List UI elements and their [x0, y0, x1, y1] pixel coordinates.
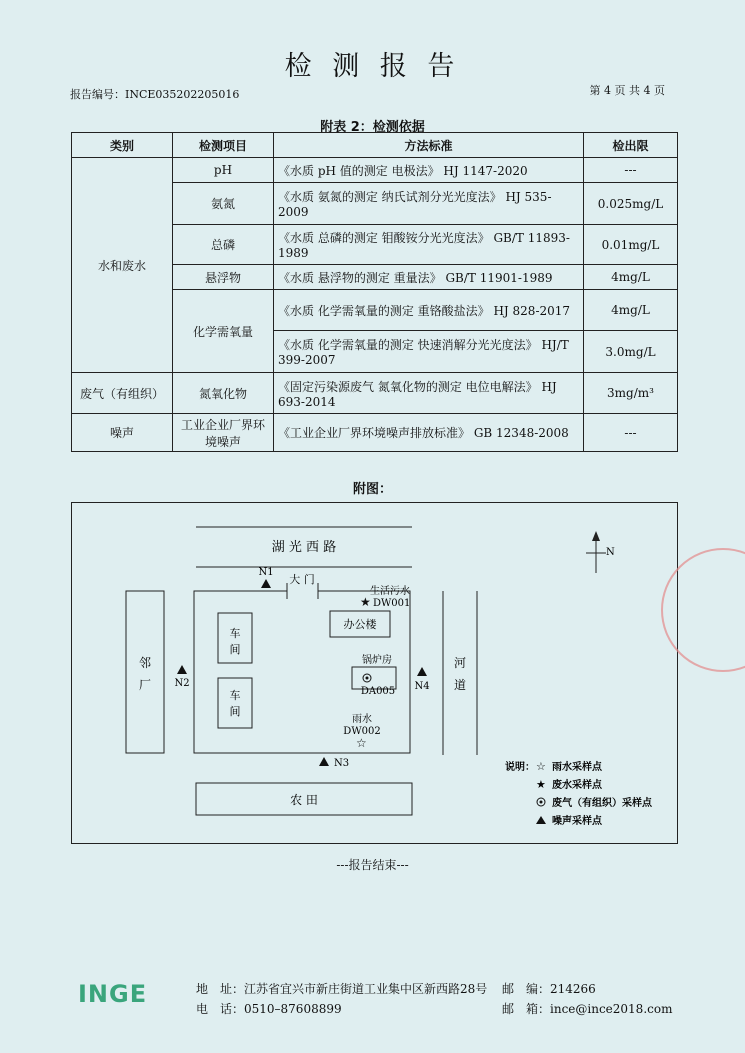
- noise-point-icon: [417, 667, 427, 676]
- method-cell: 《固定污染源废气 氮氧化物的测定 电位电解法》 HJ 693-2014: [274, 373, 584, 414]
- footer-address: 地 址：江苏省宜兴市新庄街道工业集中区新西路28号: [196, 982, 488, 996]
- workshop-2: [218, 678, 252, 728]
- item-cell: 氮氧化物: [173, 373, 274, 414]
- road-label: 湖 光 西 路: [271, 540, 337, 555]
- header-item: 检测项目: [173, 133, 274, 158]
- limit-cell: 3.0mg/L: [584, 331, 678, 373]
- category-water: 水和废水: [72, 158, 173, 373]
- footer-email: 邮 箱：ince@ince2018.com: [502, 1002, 673, 1016]
- table-row: [72, 414, 678, 452]
- method-cell: 《水质 化学需氧量的测定 快速消解分光光度法》 HJ/T 399-2007: [274, 331, 584, 373]
- report-number: 报告编号：INCE035202205016: [70, 88, 240, 101]
- neighbor-label-a: 邻: [138, 656, 152, 670]
- category-gas: 废气（有组织）: [72, 373, 173, 414]
- limit-cell: 3mg/m³: [584, 373, 678, 414]
- workshop-1-label-b: 间: [229, 643, 241, 656]
- site-map: [71, 502, 678, 844]
- report-end: ---报告结束---: [336, 858, 409, 872]
- method-cell: 《工业企业厂界环境噪声排放标准》 GB 12348-2008: [274, 414, 584, 452]
- table-caption: 附表 2：检测依据: [320, 120, 425, 135]
- waste-point-icon: ★: [360, 595, 371, 609]
- report-title: 检 测 报 告: [284, 51, 461, 82]
- method-cell: 《水质 化学需氧量的测定 重铬酸盐法》 HJ 828-2017: [274, 290, 584, 331]
- legend-noise-icon: [536, 816, 546, 824]
- method-cell: 《水质 pH 值的测定 电极法》 HJ 1147-2020: [274, 158, 584, 183]
- da005-label: DA005: [360, 686, 396, 697]
- legend-title: 说明：: [505, 762, 535, 773]
- workshop-1-label-a: 车: [229, 627, 241, 640]
- page-number: 第 4 页 共 4 页: [589, 84, 665, 97]
- limit-cell: 4mg/L: [584, 290, 678, 331]
- item-cell: 工业企业厂界环境噪声: [173, 414, 274, 452]
- category-noise: 噪声: [72, 414, 173, 452]
- office-label: 办公楼: [343, 618, 377, 631]
- farmland-label: 农 田: [290, 793, 318, 807]
- header-category: 类别: [72, 133, 173, 158]
- n4-label: N4: [414, 681, 430, 692]
- noise-point-icon: [261, 579, 271, 588]
- method-cell: 《水质 总磷的测定 钼酸铵分光光度法》 GB/T 11893-1989: [274, 225, 584, 265]
- dw001-label: DW001: [373, 598, 411, 609]
- item-cell: pH: [173, 158, 274, 183]
- header-method: 方法标准: [274, 133, 584, 158]
- company-logo: INGE: [78, 980, 148, 1008]
- dw002-label: DW002: [343, 726, 381, 737]
- legend-rain-icon: ☆: [536, 760, 546, 773]
- workshop-2-label-b: 间: [229, 705, 241, 718]
- legend-gas-label: 废气（有组织）采样点: [552, 798, 652, 809]
- boiler-label: 锅炉房: [362, 655, 392, 666]
- river-label-b: 道: [453, 678, 467, 692]
- noise-point-icon: [319, 757, 329, 766]
- dw001-desc: 生活污水: [370, 586, 410, 597]
- legend-gas-dot: [540, 801, 543, 804]
- neighbor-label-b: 厂: [138, 678, 152, 692]
- footer-postcode: 邮 编：214266: [502, 982, 596, 996]
- limit-cell: ---: [584, 414, 678, 452]
- limit-cell: 4mg/L: [584, 265, 678, 290]
- n3-label: N3: [334, 758, 350, 769]
- table-header-row: [72, 133, 678, 158]
- limit-cell: ---: [584, 158, 678, 183]
- legend-waste-icon: ★: [536, 778, 546, 791]
- table-row: [72, 373, 678, 414]
- north-label: N: [606, 547, 615, 558]
- figure-caption: 附图：: [352, 482, 392, 497]
- footer-phone: 电 话：0510–87608899: [196, 1002, 342, 1016]
- neighbor-factory: [126, 591, 164, 753]
- dw002-desc: 雨水: [352, 714, 372, 725]
- limit-cell: 0.025mg/L: [584, 183, 678, 225]
- item-cell: 悬浮物: [173, 265, 274, 290]
- method-cell: 《水质 氨氮的测定 纳氏试剂分光光度法》 HJ 535-2009: [274, 183, 584, 225]
- item-cell: 氨氮: [173, 183, 274, 225]
- header-limit: 检出限: [584, 133, 678, 158]
- noise-point-icon: [177, 665, 187, 674]
- table-row: [72, 158, 678, 183]
- legend-noise-label: 噪声采样点: [552, 816, 602, 827]
- rain-point-icon: ☆: [356, 736, 367, 750]
- n1-label: N1: [258, 567, 274, 578]
- item-cell: 总磷: [173, 225, 274, 265]
- method-cell: 《水质 悬浮物的测定 重量法》 GB/T 11901-1989: [274, 265, 584, 290]
- north-arrow-head-icon: [592, 531, 600, 541]
- limit-cell: 0.01mg/L: [584, 225, 678, 265]
- n2-label: N2: [174, 678, 190, 689]
- gate-label: 大 门: [289, 573, 315, 586]
- workshop-2-label-a: 车: [229, 689, 241, 702]
- item-cell: 化学需氧量: [173, 290, 274, 373]
- basis-table: [71, 132, 678, 452]
- river-label-a: 河: [453, 656, 467, 670]
- gas-point-dot: [366, 677, 369, 680]
- legend-rain-label: 雨水采样点: [552, 762, 602, 773]
- legend-waste-label: 废水采样点: [552, 780, 602, 791]
